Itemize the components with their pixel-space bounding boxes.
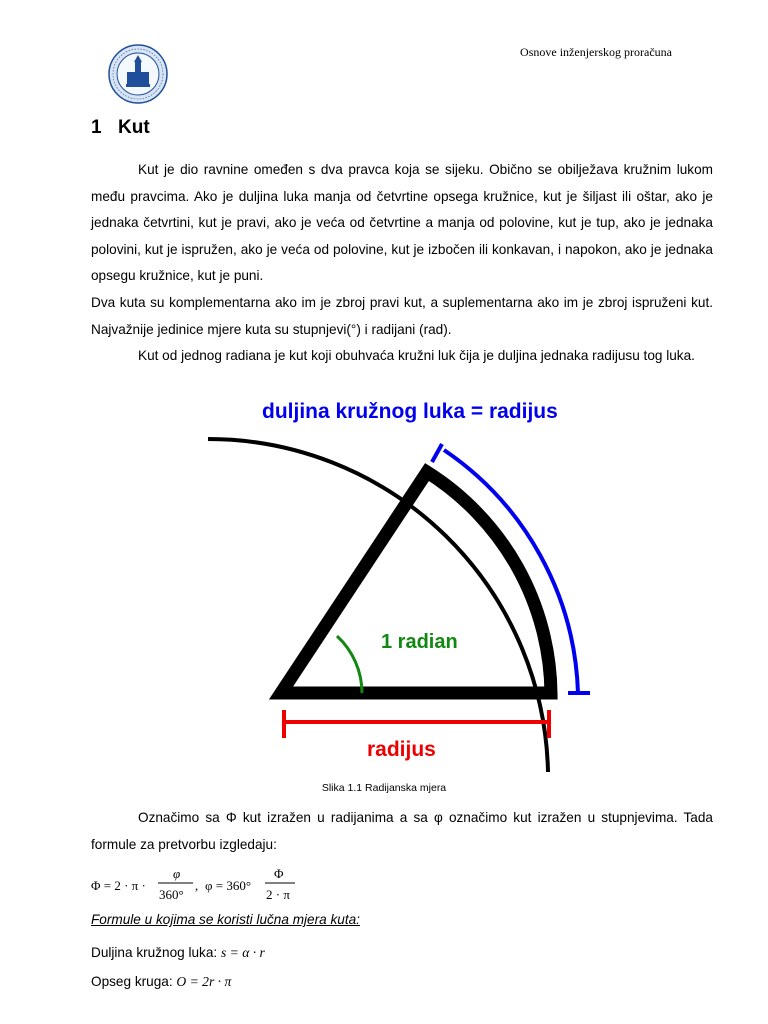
formula-2-denominator: 2 · π: [266, 887, 290, 902]
perimeter-line: [91, 974, 231, 990]
formula-2-numerator: Φ: [274, 866, 284, 881]
arc-length-formula: s = α · r: [220, 945, 265, 960]
angle-arc: [337, 636, 362, 693]
angle-label: 1 radian: [381, 631, 458, 653]
perimeter-formula-label: Opseg kruga:: [91, 974, 173, 989]
section-title: Kut: [118, 117, 150, 138]
section-number: 1: [91, 117, 102, 138]
sector-outline: [281, 472, 551, 693]
radius-label: radijus: [367, 738, 436, 761]
formula-1-numerator: φ: [173, 866, 181, 881]
conversion-formula: [91, 864, 351, 904]
paragraph-angle-definition: Kut je dio ravnine omeđen s dva pravca koja se sijeku. Obično se obilježava kružnim lukom među pravcima. Ako je duljina luka manja od četvrtine opsega kružnice, kut je šiljast ili oštar, ako je jednaka četvrtini, kut je pravi, ako je veća od četvrtine a manja od polovine, kut je tup, ako je jednaka polovini, kut je ispružen, ako je veća od polovine, kut je izbočen ili konkavan, i napokon, ako je jednaka opsegu kružnice, kut je puni.: [91, 162, 713, 284]
section-heading: [91, 117, 150, 139]
arc-length-marker: [444, 450, 578, 693]
university-seal-logo: [108, 44, 168, 104]
arc-length-line: [91, 945, 265, 961]
figure-caption: Slika 1.1 Radijanska mjera: [321, 782, 447, 794]
paragraph-complementary: Dva kuta su komplementarna ako im je zbroj pravi kut, a suplementarna ako im je zbroj ispruženi kut. Najvažnije jedinice mjere kuta su stupnjevi(°) i radijani (rad).: [91, 294, 713, 337]
paragraph-radian-definition: Kut od jednog radiana je kut koji obuhvaća kružni luk čija je duljina jednaka radijusu tog luka.: [138, 348, 695, 364]
formula-separator: ,: [195, 878, 199, 893]
intro-text: [91, 157, 713, 370]
conversion-intro: [91, 805, 713, 858]
paragraph-conversion: Označimo sa Φ kut izražen u radijanima a sa φ označimo kut izražen u stupnjevima. Tada formule za pretvorbu izgledaju:: [91, 810, 713, 852]
arc-length-formula-label: Duljina kružnog luka:: [91, 945, 218, 960]
formula-1-lhs: Φ = 2 · π ·: [91, 878, 146, 893]
formula-2-lhs: φ = 360°: [205, 878, 252, 893]
arc-length-label: duljina kružnog luka = radijus: [262, 400, 558, 423]
running-header: Osnove inženjerskog proračuna: [520, 45, 672, 59]
arc-formulas-heading: Formule u kojima se koristi lučna mjera kuta:: [91, 912, 360, 927]
perimeter-formula: O = 2r · π: [176, 974, 232, 989]
formula-1-denominator: 360°: [159, 887, 184, 902]
radian-diagram: [206, 392, 606, 772]
arc-length-end-tick-top: [432, 444, 442, 462]
